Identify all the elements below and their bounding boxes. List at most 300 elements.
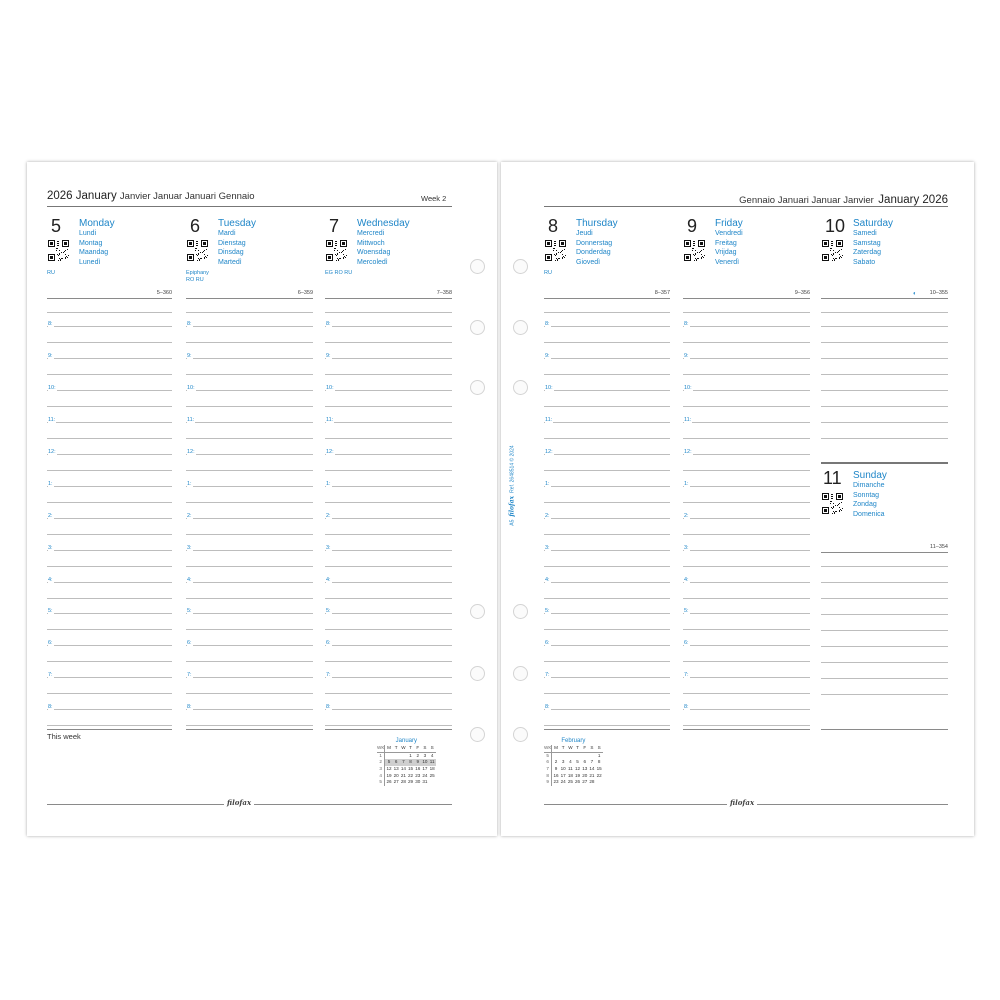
mini-calendar-day <box>581 752 588 759</box>
mini-calendar-day: 19 <box>575 772 581 778</box>
sunday-rule <box>821 646 948 647</box>
half-hour-rule <box>544 598 670 599</box>
mini-calendar-day: 8 <box>544 772 552 779</box>
mini-calendar-day: 9 <box>554 766 558 772</box>
hour-label: 8: <box>326 704 331 710</box>
mini-calendar-weekday: M <box>552 745 560 752</box>
this-week-label: This week <box>47 732 81 741</box>
mini-calendar-day: 8 <box>597 759 601 765</box>
saturday-rule <box>821 422 948 423</box>
hour-rule <box>47 422 172 423</box>
hour-label: 2: <box>48 513 53 519</box>
mini-calendar-day: 3 <box>561 759 565 765</box>
hour-label: 8: <box>48 704 53 710</box>
mini-calendar-day: 15 <box>408 766 414 772</box>
mini-calendar-day: 12 <box>386 766 392 772</box>
half-hour-rule <box>47 342 172 343</box>
mini-calendar-week <box>544 779 603 786</box>
mini-calendar-day: 1 <box>409 752 412 758</box>
hour-label: 8: <box>545 704 550 710</box>
half-hour-rule <box>47 661 172 662</box>
hour-label: 8: <box>684 321 689 327</box>
mini-calendar-day: 27 <box>393 779 399 785</box>
hour-label: 2: <box>545 513 550 519</box>
right-page-title: Gennaio Januari Januar Janvier January 2026 <box>739 194 948 206</box>
hour-label: 7: <box>545 672 550 678</box>
mini-calendar-week <box>377 766 436 773</box>
hour-label: 6: <box>684 640 689 646</box>
mini-calendar-weekday: WK <box>544 745 552 751</box>
hour-rule <box>544 677 670 678</box>
hour-rule <box>544 326 670 327</box>
half-hour-rule <box>325 534 452 535</box>
hour-rule <box>325 550 452 551</box>
mini-calendar-day: 26 <box>575 779 581 785</box>
hour-rule <box>186 422 313 423</box>
mini-calendar-day: 9 <box>414 759 421 766</box>
hour-label: 5: <box>545 608 550 614</box>
half-hour-rule <box>544 534 670 535</box>
half-hour-rule <box>325 342 452 343</box>
mini-calendar-title: February <box>561 738 586 744</box>
hour-label: 1: <box>326 481 331 487</box>
hour-label: 12: <box>187 449 195 455</box>
mini-calendar-day: 7 <box>400 759 407 766</box>
hour-label: 8: <box>48 321 53 327</box>
day-number: 11 <box>823 468 842 488</box>
day-number: 10 <box>825 216 846 236</box>
hour-label: 2: <box>684 513 689 519</box>
hour-rule <box>683 709 810 710</box>
day-number: 5 <box>51 216 62 236</box>
column-bottom-rule <box>544 729 670 730</box>
mini-calendar-day: 2 <box>416 752 420 758</box>
day-name: Tuesday <box>218 218 256 229</box>
hour-rule <box>47 454 172 455</box>
header-rule <box>544 206 948 207</box>
sunday-rule <box>821 566 948 567</box>
hour-label: 12: <box>545 449 553 455</box>
hour-rule <box>683 358 810 359</box>
column-bottom-rule <box>683 729 810 730</box>
qr-code-icon <box>187 240 208 261</box>
half-hour-rule <box>683 661 810 662</box>
mini-calendar-day: 31 <box>422 779 428 785</box>
hour-label: 10: <box>48 385 56 391</box>
mini-calendar-day: 8 <box>407 759 414 766</box>
hour-rule <box>47 677 172 678</box>
half-hour-rule <box>683 598 810 599</box>
day-translations: Jeudi Donnerstag Donderdag Giovedì <box>576 230 613 266</box>
hour-rule <box>683 326 810 327</box>
sunday-rule <box>821 630 948 631</box>
hour-rule <box>683 613 810 614</box>
holiday-countries: RU <box>544 270 552 276</box>
hour-rule <box>683 454 810 455</box>
day-translations: Dimanche Sonntag Zondag Domenica <box>853 482 885 518</box>
half-hour-rule <box>186 566 313 567</box>
half-hour-rule <box>325 438 452 439</box>
day-of-year: 6–359 <box>297 290 313 296</box>
hour-rule <box>186 613 313 614</box>
mini-calendar-day: 13 <box>582 766 588 772</box>
hour-rule <box>325 486 452 487</box>
day-translations: Mercredi Mittwoch Woensdag Mercoledì <box>357 230 391 266</box>
mini-calendar-weekday: WK <box>377 745 385 751</box>
hour-label: 12: <box>326 449 334 455</box>
day-top-rule <box>325 298 452 299</box>
half-hour-rule <box>683 566 810 567</box>
mini-calendar-weekday: W <box>568 745 573 751</box>
hour-label: 11: <box>684 417 692 423</box>
mini-calendar-week <box>377 772 436 779</box>
hour-label: 8: <box>545 321 550 327</box>
hour-rule <box>544 454 670 455</box>
half-hour-rule <box>186 598 313 599</box>
hour-rule <box>186 645 313 646</box>
half-hour-rule <box>186 693 313 694</box>
mini-calendar-day <box>596 779 603 786</box>
hour-label: 4: <box>545 577 550 583</box>
hour-rule <box>325 677 452 678</box>
hour-label: 7: <box>684 672 689 678</box>
header-rule <box>47 206 452 207</box>
sunday-rule <box>821 694 948 695</box>
binder-hole <box>470 604 485 619</box>
hour-rule <box>186 390 313 391</box>
hour-label: 2: <box>326 513 331 519</box>
saturday-rule <box>821 342 948 343</box>
half-hour-rule <box>186 406 313 407</box>
hour-rule <box>325 422 452 423</box>
half-hour-rule <box>544 725 670 726</box>
mini-calendar-day: 3 <box>377 766 385 773</box>
mini-calendar-day <box>400 752 407 759</box>
half-hour-rule <box>683 629 810 630</box>
mini-calendar-day: 21 <box>400 772 406 778</box>
sunday-rule <box>821 582 948 583</box>
mini-calendar-day: 5 <box>377 779 385 786</box>
half-hour-rule <box>47 406 172 407</box>
hour-rule <box>325 326 452 327</box>
half-hour-rule <box>186 629 313 630</box>
mini-calendar-weekday: T <box>393 745 400 752</box>
hour-rule <box>544 645 670 646</box>
day-of-year: 7–358 <box>436 290 452 296</box>
half-hour-rule <box>47 598 172 599</box>
hour-label: 5: <box>187 608 192 614</box>
mini-calendar-day: 2 <box>554 759 558 765</box>
mini-calendar-week <box>544 766 603 773</box>
half-hour-rule <box>325 661 452 662</box>
mini-calendar-weekday: T <box>407 745 414 752</box>
binder-hole <box>513 604 528 619</box>
mini-calendar-day: 9 <box>544 779 552 786</box>
binder-hole <box>513 727 528 742</box>
hour-label: 8: <box>684 704 689 710</box>
mini-calendar-day: 28 <box>589 779 595 785</box>
half-hour-rule <box>47 566 172 567</box>
hour-label: 8: <box>326 321 331 327</box>
mini-calendar-day: 4 <box>377 772 385 779</box>
mini-calendar-day: 7 <box>544 766 552 773</box>
mini-calendar-title: January <box>395 738 418 744</box>
mini-calendar-day: 10 <box>560 766 566 772</box>
hour-rule <box>186 358 313 359</box>
hour-rule <box>544 613 670 614</box>
hour-label: 1: <box>545 481 550 487</box>
weekend-divider <box>821 462 948 464</box>
hour-rule <box>47 358 172 359</box>
mini-calendar-day: 17 <box>422 766 428 772</box>
saturday-rule <box>821 406 948 407</box>
hour-label: 1: <box>187 481 192 487</box>
binder-hole <box>470 259 485 274</box>
hour-label: 7: <box>48 672 53 678</box>
side-imprint: A5filofaxRef. 2648514 © 2024 <box>508 445 516 526</box>
half-hour-rule <box>186 725 313 726</box>
mini-calendar-weekday: S <box>588 745 595 752</box>
half-hour-rule <box>186 502 313 503</box>
mini-calendar-day <box>567 752 574 759</box>
hour-label: 5: <box>48 608 53 614</box>
hour-label: 4: <box>326 577 331 583</box>
hour-rule <box>186 582 313 583</box>
half-hour-rule <box>544 374 670 375</box>
half-hour-rule <box>47 502 172 503</box>
day-of-year: 5–360 <box>156 290 172 296</box>
hour-label: 3: <box>326 545 331 551</box>
half-hour-rule <box>47 374 172 375</box>
mini-calendar-day <box>588 752 595 759</box>
day-name: Friday <box>715 218 743 229</box>
mini-calendar-head <box>544 745 603 752</box>
mini-calendar-day <box>552 752 560 759</box>
mini-calendar-day <box>429 779 436 786</box>
mini-calendar-weekday: S <box>421 745 428 752</box>
hour-rule <box>544 550 670 551</box>
mini-calendar-day: 3 <box>423 752 427 758</box>
hour-label: 6: <box>545 640 550 646</box>
half-hour-rule <box>544 438 670 439</box>
mini-calendar-day: 22 <box>596 772 602 778</box>
hour-rule <box>47 518 172 519</box>
day-of-year: 8–357 <box>654 290 670 296</box>
hour-rule <box>683 582 810 583</box>
qr-code-icon <box>48 240 69 261</box>
mini-calendar-week <box>544 752 603 759</box>
mini-calendar-day: 13 <box>393 766 399 772</box>
qr-code-icon <box>684 240 705 261</box>
sunday-rule <box>821 598 948 599</box>
holiday-countries: Epiphany RO RU <box>186 270 209 283</box>
half-hour-rule <box>186 470 313 471</box>
mini-calendar-day: 30 <box>415 779 421 785</box>
day-top-rule <box>821 298 948 299</box>
mini-calendar-day: 2 <box>377 759 385 766</box>
mini-calendar-day: 10 <box>422 759 428 765</box>
right-page <box>501 162 974 836</box>
hour-label: 9: <box>187 353 192 359</box>
hour-label: 12: <box>684 449 692 455</box>
hour-label: 8: <box>187 321 192 327</box>
mini-calendar-day: 16 <box>415 766 421 772</box>
half-hour-rule <box>544 342 670 343</box>
day-of-year: 10–355 <box>929 290 948 296</box>
half-hour-rule <box>47 725 172 726</box>
qr-code-icon <box>822 493 843 514</box>
day-top-rule <box>544 298 670 299</box>
half-hour-rule <box>325 629 452 630</box>
mini-calendar-weekday: W <box>401 745 406 751</box>
hour-rule <box>325 613 452 614</box>
mini-calendar-weekday: S <box>596 745 603 752</box>
half-hour-rule <box>683 693 810 694</box>
mini-calendar-day: 27 <box>582 779 588 785</box>
left-page <box>27 162 497 836</box>
mini-calendar-day: 14 <box>589 766 595 772</box>
half-hour-rule <box>544 661 670 662</box>
half-hour-rule <box>683 438 810 439</box>
qr-code-icon <box>326 240 347 261</box>
saturday-rule <box>821 374 948 375</box>
mini-calendar-day: 18 <box>567 772 573 778</box>
mini-calendar-weekday: T <box>560 745 567 752</box>
mini-calendar-day: 19 <box>386 772 392 778</box>
half-hour-rule <box>186 438 313 439</box>
mini-calendar-week <box>377 752 436 759</box>
column-bottom-rule <box>186 729 313 730</box>
hour-label: 1: <box>48 481 53 487</box>
hour-label: 10: <box>545 385 553 391</box>
saturday-rule <box>821 358 948 359</box>
mini-calendar-day: 23 <box>553 779 559 785</box>
hour-label: 10: <box>326 385 334 391</box>
hour-label: 4: <box>48 577 53 583</box>
mini-calendar-day: 18 <box>429 766 435 772</box>
mini-calendar-day: 15 <box>596 766 602 772</box>
binder-hole <box>513 320 528 335</box>
mini-calendar-weekday: T <box>574 745 581 752</box>
half-hour-rule <box>325 693 452 694</box>
hour-rule <box>325 709 452 710</box>
half-hour-rule <box>47 470 172 471</box>
hour-label: 8: <box>187 704 192 710</box>
half-hour-rule <box>47 629 172 630</box>
saturday-rule <box>821 438 948 439</box>
hour-label: 10: <box>684 385 692 391</box>
hour-rule <box>544 486 670 487</box>
column-bottom-rule <box>47 729 172 730</box>
hour-rule <box>47 709 172 710</box>
mini-calendar-day: 20 <box>393 772 399 778</box>
half-hour-rule <box>821 312 948 313</box>
mini-calendar-day: 7 <box>590 759 594 765</box>
half-hour-rule <box>47 312 172 313</box>
half-hour-rule <box>47 534 172 535</box>
half-hour-rule <box>544 406 670 407</box>
binder-hole <box>470 666 485 681</box>
mini-calendar-day: 25 <box>429 772 435 778</box>
mini-calendar-day: 5 <box>576 759 579 765</box>
half-hour-rule <box>325 566 452 567</box>
mini-calendar-day: 21 <box>589 772 595 778</box>
binder-hole <box>470 380 485 395</box>
half-hour-rule <box>683 502 810 503</box>
saturday-rule <box>821 326 948 327</box>
hour-rule <box>186 709 313 710</box>
half-hour-rule <box>325 406 452 407</box>
day-translations: Vendredi Freitag Vrijdag Venerdì <box>715 230 743 266</box>
hour-rule <box>186 486 313 487</box>
day-of-year: 9–356 <box>794 290 810 296</box>
hour-label: 5: <box>326 608 331 614</box>
hour-label: 11: <box>326 417 334 423</box>
hour-label: 3: <box>684 545 689 551</box>
binder-hole <box>513 259 528 274</box>
mini-calendar-day: 14 <box>400 766 406 772</box>
hour-rule <box>544 390 670 391</box>
mini-calendar-weekday: M <box>385 745 393 752</box>
day-translations: Samedi Samstag Zaterdag Sabato <box>853 230 882 266</box>
binder-hole <box>513 666 528 681</box>
hour-label: 11: <box>187 417 195 423</box>
mini-calendar-day <box>574 752 581 759</box>
filofax-logo: filofax <box>727 798 757 807</box>
mini-calendar-january <box>377 738 436 786</box>
day-name: Wednesday <box>357 218 410 229</box>
mini-calendar-week <box>377 779 436 786</box>
day-top-rule <box>821 552 948 553</box>
half-hour-rule <box>683 406 810 407</box>
mini-calendar-day: 24 <box>422 772 428 778</box>
hour-rule <box>47 390 172 391</box>
holiday-countries: RU <box>47 270 55 276</box>
hour-rule <box>683 390 810 391</box>
half-hour-rule <box>186 661 313 662</box>
column-bottom-rule <box>821 729 948 730</box>
mini-calendar-day: 6 <box>544 759 552 766</box>
hour-label: 4: <box>684 577 689 583</box>
half-hour-rule <box>325 470 452 471</box>
binder-hole <box>513 380 528 395</box>
half-hour-rule <box>186 342 313 343</box>
hour-label: 9: <box>684 353 689 359</box>
hour-label: 3: <box>545 545 550 551</box>
hour-label: 4: <box>187 577 192 583</box>
half-hour-rule <box>325 374 452 375</box>
half-hour-rule <box>683 534 810 535</box>
mini-calendar-day: 28 <box>400 779 406 785</box>
day-translations: Mardi Dienstag Dinsdag Martedì <box>218 230 246 266</box>
mini-calendar-weekday: F <box>414 745 421 752</box>
mini-calendar-day: 24 <box>560 779 566 785</box>
half-hour-rule <box>683 374 810 375</box>
hour-label: 3: <box>187 545 192 551</box>
mini-calendar-head <box>377 745 436 752</box>
half-hour-rule <box>683 312 810 313</box>
half-hour-rule <box>544 502 670 503</box>
half-hour-rule <box>325 725 452 726</box>
hour-label: 6: <box>48 640 53 646</box>
hour-label: 2: <box>187 513 192 519</box>
day-number: 9 <box>687 216 698 236</box>
hour-label: 9: <box>48 353 53 359</box>
hour-label: 1: <box>684 481 689 487</box>
hour-rule <box>544 518 670 519</box>
qr-code-icon <box>822 240 843 261</box>
mini-calendar-day <box>560 752 567 759</box>
